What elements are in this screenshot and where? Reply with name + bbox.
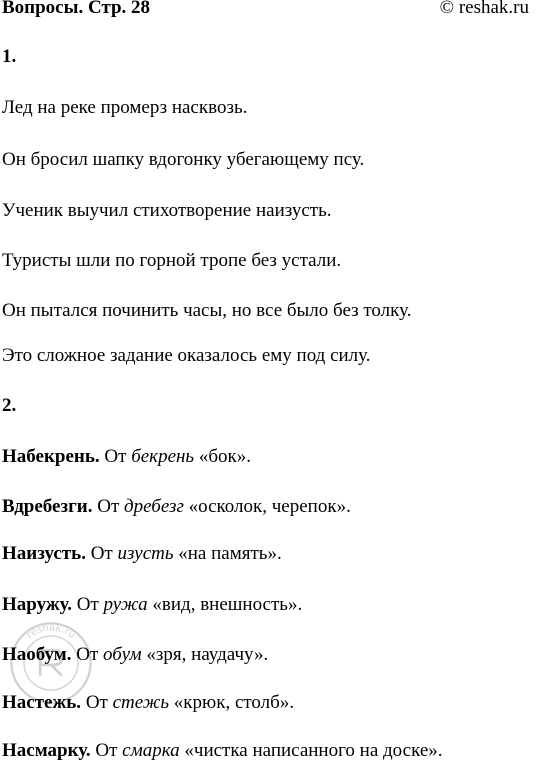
entry-from: От: [76, 594, 99, 615]
entry-from: От: [104, 446, 127, 467]
page-header: [2, 0, 529, 21]
question-2-number: 2.: [2, 395, 17, 416]
entry-from: От: [76, 644, 99, 665]
entry-word: Настежь.: [2, 692, 82, 713]
etymology-entry: [2, 496, 351, 518]
etymology-entry: [2, 594, 302, 616]
answer-sentence: Он бросил шапку вдогонку убегающему псу.: [2, 149, 365, 170]
entry-meaning: «крюк, столб».: [173, 692, 295, 713]
entry-word: Набекрень.: [2, 446, 100, 467]
entry-root: бекрень: [131, 446, 195, 467]
entry-from: От: [90, 543, 113, 564]
entry-meaning: «осколок, черепок».: [188, 496, 351, 517]
entry-meaning: «бок».: [198, 446, 251, 467]
entry-word: Вдребезги.: [2, 496, 93, 517]
entry-word: Насмарку.: [2, 740, 91, 761]
entry-word: Наобум.: [2, 644, 72, 665]
entry-meaning: «чистка написанного на доске».: [184, 740, 443, 761]
svg-text:reshak.ru: [25, 623, 77, 641]
entry-meaning: «вид, внешность».: [152, 594, 303, 615]
entry-root: ружа: [103, 594, 148, 615]
answer-sentence: Ученик выучил стихотворение наизусть.: [2, 200, 332, 221]
page-title: Вопросы. Стр. 28: [2, 0, 151, 18]
entry-meaning: «зря, наудачу».: [146, 644, 269, 665]
entry-from: От: [85, 692, 108, 713]
entry-root: смарка: [122, 740, 180, 761]
answer-sentence: Это сложное задание оказалось ему под силу.: [2, 345, 371, 366]
entry-from: От: [97, 496, 120, 517]
question-1-number: 1.: [2, 46, 17, 67]
source-credit: © reshak.ru: [439, 0, 529, 18]
watermark-text: reshak.ru: [24, 622, 78, 641]
answer-sentence: Лед на реке промерз насквозь.: [2, 97, 248, 118]
entry-meaning: «на память».: [178, 543, 282, 564]
answer-sentence: Туристы шли по горной тропе без устали.: [2, 250, 342, 271]
entry-root: обум: [103, 644, 142, 665]
entry-from: От: [95, 740, 118, 761]
entry-word: Наружу.: [2, 594, 72, 615]
etymology-entry: [2, 543, 282, 565]
etymology-entry: [2, 446, 251, 468]
etymology-entry: [2, 644, 268, 666]
entry-root: дребезг: [124, 496, 184, 517]
entry-word: Наизусть.: [2, 543, 86, 564]
entry-root: стежь: [112, 692, 170, 713]
answer-sentence: Он пытался починить часы, но все было без толку.: [2, 300, 412, 321]
etymology-entry: [2, 740, 443, 762]
entry-root: изусть: [117, 543, 174, 564]
etymology-entry: [2, 692, 294, 714]
